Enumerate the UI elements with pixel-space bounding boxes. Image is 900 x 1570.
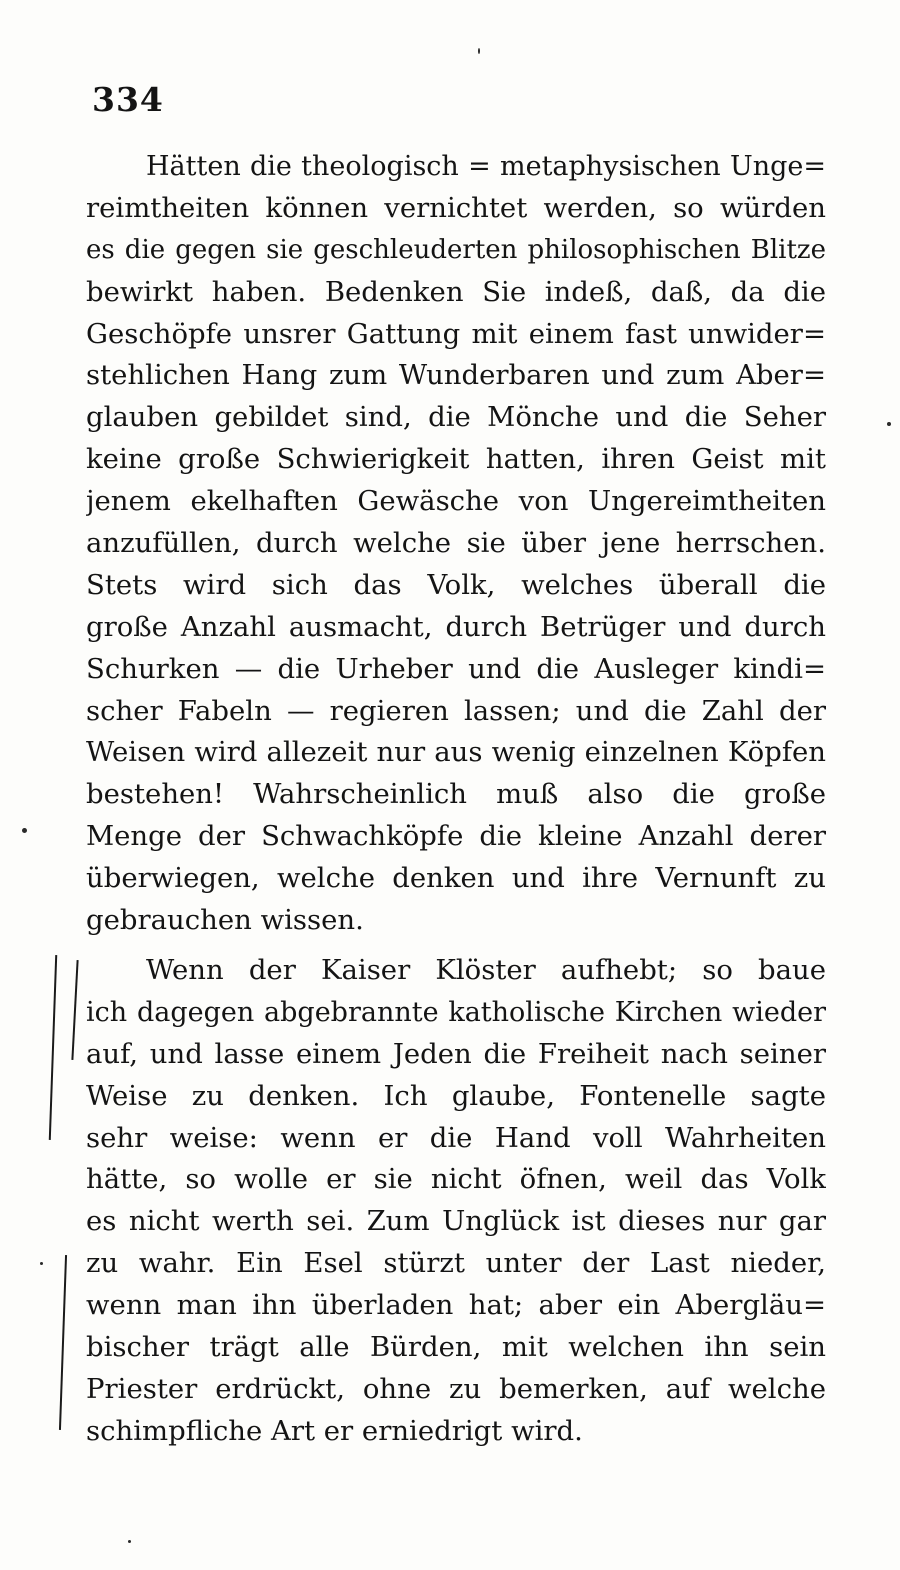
text-line: gebrauchen wissen. <box>86 904 364 937</box>
ink-speck <box>478 48 480 54</box>
margin-line-mark-3 <box>59 1255 67 1430</box>
text-line: Weise zu denken. Ich glaube, Fontenelle sagte <box>86 1079 826 1112</box>
text-line: auf, und lasse einem Jeden die Freiheit nach seiner <box>86 1037 826 1070</box>
text-line: keine große Schwierigkeit hatten, ihren Geist mit <box>86 443 826 476</box>
text-line: Wenn der Kaiser Klöster aufhebt; so baue <box>146 954 826 986</box>
ink-speck <box>128 1540 131 1543</box>
text-line: jenem ekelhaften Gewäsche von Ungereimtheiten <box>86 485 826 518</box>
text-line: anzufüllen, durch welche sie über jene herrschen. <box>86 527 826 560</box>
text-line: bestehen! Wahrscheinlich muß also die große <box>86 778 826 811</box>
text-line: wenn man ihn überladen hat; aber ein Abergläu= <box>86 1289 826 1322</box>
text-line: sehr weise: wenn er die Hand voll Wahrheiten <box>86 1121 826 1154</box>
text-line: bewirkt haben. Bedenken Sie indeß, daß, da die <box>86 275 826 308</box>
text-line: große Anzahl ausmacht, durch Betrüger und durch <box>86 610 826 643</box>
text-line: reimtheiten können vernichtet werden, so würden <box>86 191 826 224</box>
ink-speck <box>40 1262 43 1265</box>
text-line: Geschöpfe unsrer Gattung mit einem fast unwider= <box>86 317 826 350</box>
ink-speck <box>22 828 27 833</box>
text-line: es die gegen sie geschleuderten philosophischen Blitze <box>86 234 826 265</box>
text-line: zu wahr. Ein Esel stürzt unter der Last nieder, <box>86 1247 826 1280</box>
text-line: Hätten die theologisch = metaphysischen Unge= <box>146 151 826 182</box>
text-line: Menge der Schwachköpfe die kleine Anzahl derer <box>86 820 826 853</box>
text-line: Stets wird sich das Volk, welches überall die <box>86 568 826 601</box>
text-line: hätte, so wolle er sie nicht öfnen, weil das Volk <box>86 1163 826 1196</box>
text-line: Priester erdrückt, ohne zu bemerken, auf welche <box>86 1372 826 1405</box>
ink-speck <box>887 422 891 426</box>
text-line: Schurken — die Urheber und die Ausleger kindi= <box>86 652 826 685</box>
margin-line-mark-1 <box>49 955 57 1140</box>
paragraph-1 <box>86 146 826 942</box>
page-number: 334 <box>92 80 164 119</box>
text-line: Weisen wird allezeit nur aus wenig einzelnen Köpfen <box>86 736 826 769</box>
text-line: bischer trägt alle Bürden, mit welchen ihn sein <box>86 1331 826 1364</box>
text-line: scher Fabeln — regieren lassen; und die Zahl der <box>86 694 826 727</box>
text-line: stehlichen Hang zum Wunderbaren und zum Aber= <box>86 359 826 392</box>
text-line: glauben gebildet sind, die Mönche und die Seher <box>86 401 826 434</box>
text-line: überwiegen, welche denken und ihre Vernunft zu <box>86 862 826 895</box>
text-line: schimpfliche Art er erniedrigt wird. <box>86 1414 583 1447</box>
text-line: ich dagegen abgebrannte katholische Kirchen wieder <box>86 996 826 1028</box>
margin-line-mark-2 <box>71 960 78 1060</box>
text-line: es nicht werth sei. Zum Unglück ist dieses nur gar <box>86 1205 826 1238</box>
paragraph-2 <box>86 950 826 1453</box>
